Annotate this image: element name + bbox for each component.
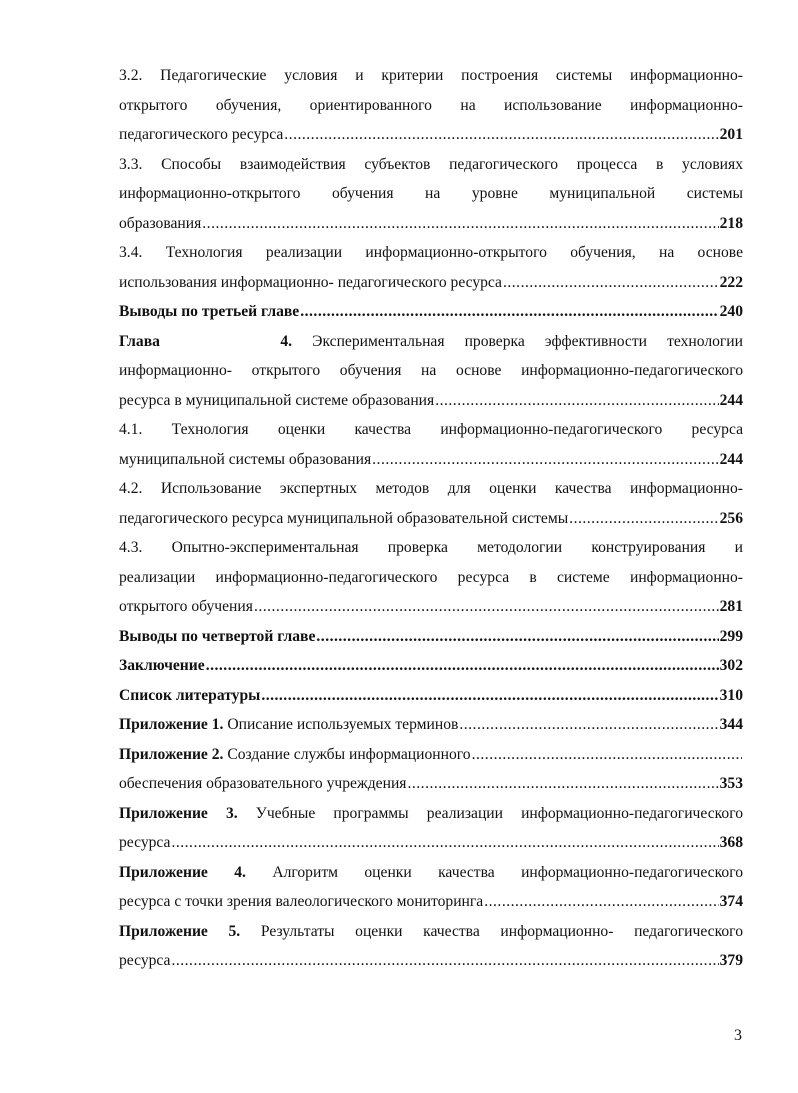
toc-line [119,799,743,829]
toc-line: образования [119,214,202,232]
appendix-label: Приложение 3. [119,804,238,822]
toc-page-number: 344 [719,716,743,733]
toc-entry-appendix-5[interactable] [119,917,743,976]
toc-line: Список литературы [119,686,261,704]
toc-line: 3.4. Технология реализации информационно-открытого обучения, на основе [119,244,743,261]
toc-entry-3-3[interactable] [119,150,743,239]
toc-line: 3.3. Способы взаимодействия субъектов педагогического процесса в условиях [119,155,743,173]
toc-page-number: 299 [719,627,743,645]
toc-line [119,740,471,770]
toc-line: 4.3. Опытно-экспериментальная проверка методологии конструирования и [119,539,743,556]
toc-line [119,858,743,888]
dot-leader [171,828,718,858]
toc-line: ресурса в муниципальной системе образования [119,391,435,409]
page-number: 3 [734,1027,742,1044]
appendix-label: Приложение 4. [119,863,246,881]
toc-page-number: 244 [719,450,743,468]
toc-page-number: 218 [719,214,743,232]
toc-entry-conclusions-ch3[interactable] [119,297,743,327]
dot-leader [372,445,718,475]
toc-line: ресурса с точки зрения валеологического мониторинга [119,893,484,910]
toc-line: открытого обучения [119,598,253,615]
toc-page-number: 256 [719,509,743,527]
toc-page-number: 368 [719,834,743,851]
toc-line: информационно-открытого обучения на уровне муниципальной системы [119,185,743,202]
dot-leader [472,740,742,770]
chapter-label: Глава 4. [119,332,293,350]
toc-page-number: 379 [719,952,743,969]
toc-line-chapter-heading: Глава 4. Экспериментальная проверка эффективности технологии [119,332,743,350]
toc-page-number: 281 [719,598,743,615]
toc-line: педагогического ресурса [119,126,284,143]
dot-leader [503,268,719,298]
dot-leader [459,710,718,740]
toc-line: муниципальной системы образования [119,450,372,468]
toc-entry-4-1[interactable] [119,415,743,474]
toc-entry-conclusion[interactable] [119,651,743,681]
toc-line: 4.2. Использование экспертных методов для оценки качества информационно- [119,480,743,497]
toc-entry-3-4[interactable] [119,238,743,297]
toc-entry-appendix-3[interactable] [119,799,743,858]
dot-leader [261,681,718,711]
dot-leader [284,120,718,150]
dot-leader [407,769,718,799]
table-of-contents [119,61,743,976]
appendix-label: Приложение 2. [119,745,224,763]
toc-page-number: 240 [719,303,743,320]
appendix-title: Создание службы информационного [227,745,471,763]
toc-entry-chapter-4[interactable] [119,327,743,416]
dot-leader [569,504,718,534]
toc-entry-conclusions-ch4[interactable] [119,622,743,652]
toc-entry-4-3[interactable] [119,533,743,622]
toc-entry-appendix-4[interactable] [119,858,743,917]
dot-leader [254,592,719,622]
dot-leader [484,887,718,917]
dot-leader [316,622,718,652]
toc-line: педагогического ресурса муниципальной образовательной системы [119,509,569,527]
dot-leader [171,946,718,976]
appendix-label: Приложение 1. [119,716,224,733]
toc-entry-appendix-1[interactable] [119,710,743,740]
toc-line: Выводы по четвертой главе [119,627,316,645]
toc-line: ресурса [119,952,171,969]
appendix-title: Описание используемых терминов [227,716,459,733]
toc-line: ресурса [119,834,171,851]
appendix-title: Алгоритм оценки качества информационно-педагогического [272,863,743,881]
toc-page-number: 302 [719,657,743,674]
toc-line: информационно- открытого обучения на основе информационно-педагогического [119,362,743,379]
toc-line [119,917,743,947]
toc-page-number: 222 [719,273,743,291]
toc-page-number: 201 [719,126,743,143]
toc-line: открытого обучения, ориентированного на использование информационно- [119,96,743,114]
toc-page-number: 374 [719,893,743,910]
dot-leader [300,297,718,327]
toc-line: Выводы по третьей главе [119,303,300,320]
toc-entry-3-2[interactable] [119,61,743,150]
toc-page-number: 353 [719,775,743,792]
dot-leader [435,386,718,416]
appendix-label: Приложение 5. [119,922,241,940]
dot-leader [206,651,719,681]
toc-line [119,710,458,740]
toc-line: Заключение [119,657,205,674]
dot-leader [202,209,718,239]
toc-line: 4.1. Технология оценки качества информационно-педагогического ресурса [119,421,743,438]
toc-line: обеспечения образовательного учреждения [119,775,407,792]
toc-page-number: 310 [719,686,743,704]
toc-line: использования информационно- педагогического ресурса [119,273,502,291]
toc-line: 3.2. Педагогические условия и критерии построения системы информационно- [119,67,743,84]
toc-line: реализации информационно-педагогического ресурса в системе информационно- [119,568,743,586]
toc-entry-4-2[interactable] [119,474,743,533]
appendix-title: Результаты оценки качества информационно- педагогического [260,922,743,940]
appendix-title: Учебные программы реализации информационно-педагогического [255,804,743,822]
toc-page-number: 244 [719,391,743,409]
toc-entry-bibliography[interactable] [119,681,743,711]
toc-entry-appendix-2[interactable] [119,740,743,799]
